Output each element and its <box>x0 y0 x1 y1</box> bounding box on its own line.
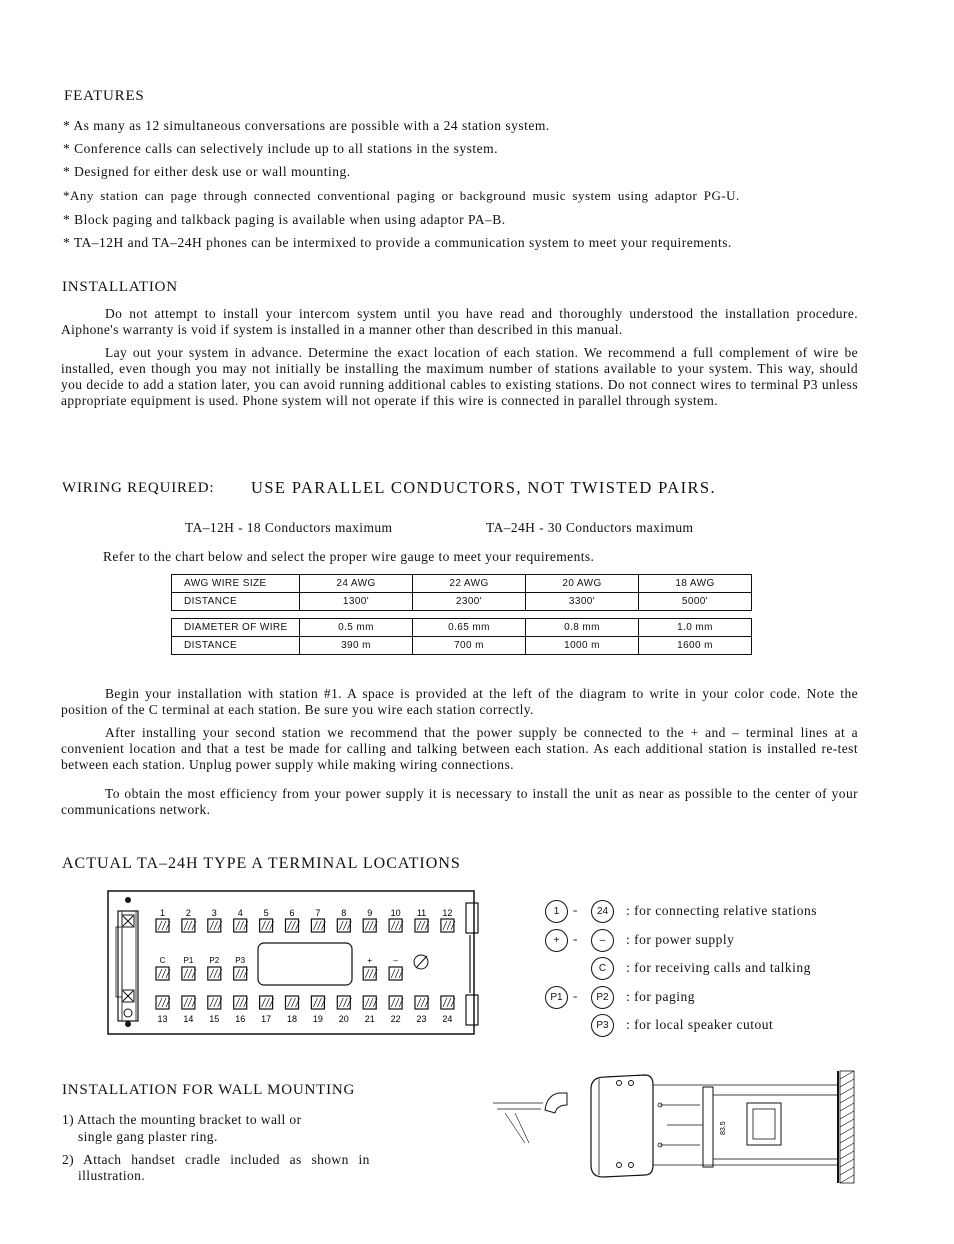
terminal-22 <box>389 996 402 1009</box>
table-cell: 2300' <box>413 593 526 611</box>
table-row <box>172 637 752 655</box>
legend-row <box>545 957 865 981</box>
terminal-legend <box>545 900 865 1040</box>
wiring-subheading: USE PARALLEL CONDUCTORS, NOT TWISTED PAIRS. <box>251 478 716 497</box>
feature-item-1: * As many as 12 simultaneous conversations are possible with a 24 station system. <box>63 118 550 133</box>
terminal-18 <box>286 996 299 1009</box>
terminal-number: 17 <box>261 1014 272 1024</box>
terminal-number: 2 <box>185 908 191 918</box>
wiring-heading: WIRING REQUIRED: <box>62 480 215 496</box>
terminal-number: 1 <box>159 908 166 918</box>
table-cell: DIAMETER OF WIRE <box>172 619 300 637</box>
legend-row <box>545 929 865 953</box>
table-row <box>172 619 752 637</box>
terminal-13 <box>156 996 169 1009</box>
terminal-3 <box>208 919 221 932</box>
features-heading: FEATURES <box>64 88 145 104</box>
terminal-number: 21 <box>364 1014 375 1024</box>
terminal-8 <box>337 919 350 932</box>
installation-para-1: Do not attempt to install your intercom system until you have read and thoroughly understood the installation procedure. Aiphone's warranty is void if system is installed in a manner other than described in this manual. <box>61 306 858 337</box>
terminal-P1 <box>182 967 195 980</box>
table-cell: 5000' <box>639 593 752 611</box>
table-cell: 24 AWG <box>300 575 413 593</box>
begin-para-2: After installing your second station we recommend that the power supply be connected to the + and – terminal lines at a convenient location and that a test be made for calling and talking between each station. As each additional station is installed re-test between each station. Unplug power supply while making wiring connections. <box>61 725 858 772</box>
table-cell: 0.5 mm <box>300 619 413 637</box>
legend-dash: - <box>573 931 578 946</box>
table-row <box>172 593 752 611</box>
terminal-circle-icon: – <box>591 929 614 952</box>
wall-heading: INSTALLATION FOR WALL MOUNTING <box>62 1082 356 1098</box>
terminal-number: 8 <box>341 908 347 918</box>
table-cell: 18 AWG <box>639 575 752 593</box>
terminal-P2 <box>208 967 221 980</box>
terminal-6 <box>286 919 299 932</box>
terminal-14 <box>182 996 195 1009</box>
terminal-number: 4 <box>237 908 243 918</box>
terminal-number: 6 <box>289 908 295 918</box>
wall-step-1a: 1) Attach the mounting bracket to wall or <box>62 1112 302 1127</box>
table-cell: DISTANCE <box>172 593 300 611</box>
legend-dash: - <box>573 902 578 917</box>
table-cell: 20 AWG <box>526 575 639 593</box>
terminal-number: 9 <box>367 908 373 918</box>
terminal-10 <box>389 919 402 932</box>
legend-text: : for connecting relative stations <box>626 903 817 918</box>
table-cell: 0.8 mm <box>526 619 639 637</box>
terminal-24 <box>441 996 454 1009</box>
terminal-4 <box>234 919 247 932</box>
terminal-label: – <box>393 956 398 965</box>
wall-step-1b: single gang plaster ring. <box>78 1129 218 1144</box>
legend-text: : for paging <box>626 989 695 1004</box>
terminal-number: 19 <box>312 1014 323 1024</box>
terminal-circle-icon: P2 <box>591 986 614 1009</box>
wall-step-2a: 2) Attach handset cradle included as shown in <box>62 1152 370 1167</box>
begin-para-3: To obtain the most efficiency from your power supply it is necessary to install the unit as near as possible to the center of your communications network. <box>61 786 858 817</box>
terminal-number: 15 <box>209 1014 220 1024</box>
terminal-number: 10 <box>390 908 401 918</box>
feature-item-5: * Block paging and talkback paging is available when using adaptor PA–B. <box>63 212 506 227</box>
terminal-9 <box>363 919 376 932</box>
terminal-12 <box>441 919 454 932</box>
table-row <box>172 575 752 593</box>
terminal-16 <box>234 996 247 1009</box>
terminal-label: C <box>159 956 166 965</box>
terminal-20 <box>337 996 350 1009</box>
ta12-conductors: TA–12H - 18 Conductors maximum <box>185 520 393 535</box>
terminal-label: + <box>367 956 373 965</box>
feature-item-6: * TA–12H and TA–24H phones can be intermixed to provide a communication system to meet your requirements. <box>63 235 732 250</box>
terminal-label: P1 <box>183 956 194 965</box>
terminal-P3 <box>234 967 247 980</box>
table-cell: 1.0 mm <box>639 619 752 637</box>
terminal-number: 7 <box>315 908 321 918</box>
terminal-number: 18 <box>286 1014 298 1024</box>
feature-item-2: * Conference calls can selectively include up to all stations in the system. <box>63 141 499 156</box>
dimension-label: 83.5 <box>720 1121 727 1135</box>
terminal-number: 5 <box>263 908 269 918</box>
legend-dash: - <box>573 988 578 1003</box>
terminal-15 <box>208 996 221 1009</box>
terminal-circle-icon: 1 <box>545 900 568 923</box>
terminal-number: 14 <box>183 1014 194 1024</box>
table-cell: AWG WIRE SIZE <box>172 575 300 593</box>
table-cell: 1600 m <box>639 637 752 655</box>
legend-row <box>545 986 865 1010</box>
feature-item-4: *Any station can page through connected conventional paging or background music system using adaptor PG-U. <box>63 188 740 203</box>
terminal-number: 11 <box>416 908 427 918</box>
terminal-label: P3 <box>235 956 246 965</box>
wall-step-2b: illustration. <box>78 1168 146 1183</box>
legend-row <box>545 900 865 924</box>
terminal-number: 22 <box>390 1014 401 1024</box>
terminal-number: 3 <box>211 908 217 918</box>
terminal-number: 12 <box>442 908 453 918</box>
table-cell: 390 m <box>300 637 413 655</box>
feature-item-3: * Designed for either desk use or wall mounting. <box>63 164 351 179</box>
terminal-2 <box>182 919 195 932</box>
terminal-number: 20 <box>338 1014 349 1024</box>
ta24-conductors: TA–24H - 30 Conductors maximum <box>486 520 694 535</box>
table-cell: 0.65 mm <box>413 619 526 637</box>
terminal-1 <box>156 919 169 932</box>
installation-heading: INSTALLATION <box>62 279 178 295</box>
mm-table <box>171 618 752 655</box>
table-cell: 1000 m <box>526 637 639 655</box>
terminal-23 <box>415 996 428 1009</box>
table-cell: 3300' <box>526 593 639 611</box>
legend-text: : for local speaker cutout <box>626 1017 774 1032</box>
terminal-5 <box>260 919 273 932</box>
terminal-C <box>156 967 169 980</box>
terminal-19 <box>311 996 324 1009</box>
terminal-diagram <box>100 885 490 1040</box>
terminal-circle-icon: P1 <box>545 986 568 1009</box>
legend-text: : for receiving calls and talking <box>626 960 811 975</box>
terminal-11 <box>415 919 428 932</box>
wall-mount-illustration <box>485 1065 865 1185</box>
terminal-circle-icon: + <box>545 929 568 952</box>
terminal-21 <box>363 996 376 1009</box>
installation-para-2: Lay out your system in advance. Determine the exact location of each station. We recommend a full complement of wire be installed, even though you may not initially be installing the maximum number of stations available to your system. This way, should you decide to add a station later, you can avoid running additional cables to existing stations. Do not connect wires to terminal P3 unless appropriate equipment is used. Phone system will not operate if this wire is connected in parallel through system. <box>61 345 858 408</box>
terminal-plus <box>363 967 376 980</box>
terminal-circle-icon: P3 <box>591 1014 614 1037</box>
terminal-heading: ACTUAL TA–24H TYPE A TERMINAL LOCATIONS <box>62 855 461 872</box>
terminal-number: 13 <box>157 1014 168 1024</box>
terminal-number: 23 <box>416 1014 427 1024</box>
terminal-minus <box>389 967 402 980</box>
terminal-circle-icon: C <box>591 957 614 980</box>
table-cell: DISTANCE <box>172 637 300 655</box>
refer-text: Refer to the chart below and select the proper wire gauge to meet your requirements. <box>103 549 595 564</box>
terminal-number: 24 <box>442 1014 453 1024</box>
terminal-number: 16 <box>235 1014 246 1024</box>
begin-para-1: Begin your installation with station #1. A space is provided at the left of the diagram to write in your color code. Note the position of the C terminal at each station. Be sure you wire each station correctly. <box>61 686 858 717</box>
legend-row <box>545 1014 865 1038</box>
table-cell: 700 m <box>413 637 526 655</box>
legend-text: : for power supply <box>626 932 735 947</box>
terminal-7 <box>311 919 324 932</box>
table-cell: 1300' <box>300 593 413 611</box>
terminal-17 <box>260 996 273 1009</box>
table-cell: 22 AWG <box>413 575 526 593</box>
awg-table <box>171 574 752 611</box>
terminal-circle-icon: 24 <box>591 900 614 923</box>
terminal-label: P2 <box>209 956 220 965</box>
